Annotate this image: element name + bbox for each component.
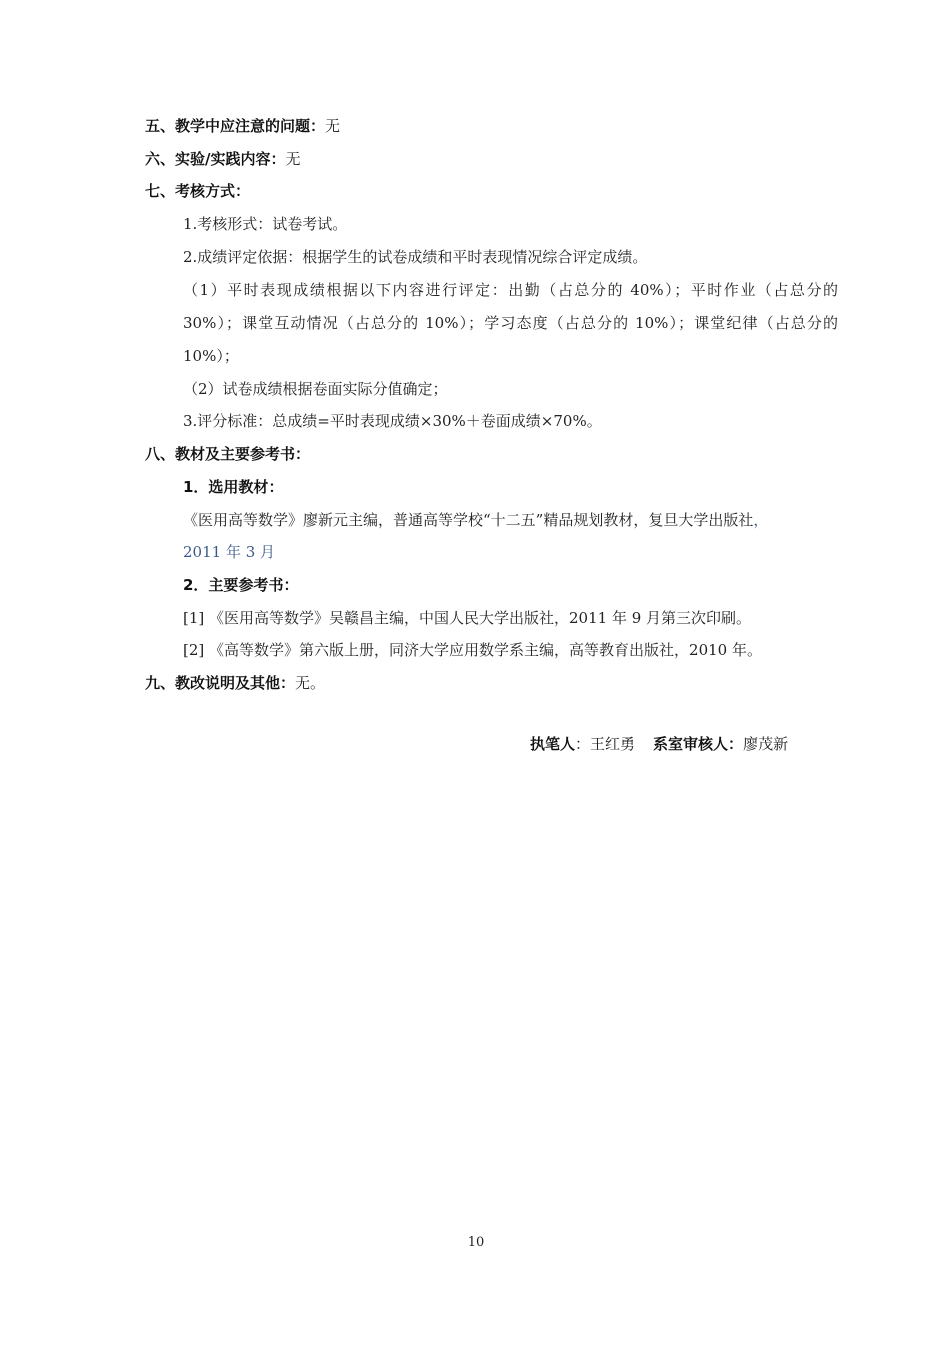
textbook-line-2: 2011 年 3 月 <box>183 543 276 561</box>
section-6-title: 六、实验/实践内容： <box>145 150 286 168</box>
section-6-value: 无 <box>285 150 301 168</box>
exam-score-rule: （2）试卷成绩根据卷面实际分值确定； <box>183 380 448 398</box>
grading-basis: 2.成绩评定依据：根据学生的试卷成绩和平时表现情况综合评定成绩。 <box>183 248 648 266</box>
section-9-value: 无。 <box>295 674 326 692</box>
scoring-standard: 3.评分标准：总成绩=平时表现成绩×30%＋卷面成绩×70%。 <box>183 412 602 430</box>
section-9 <box>145 673 325 693</box>
reviewer-label: 系室审核人： <box>653 735 744 753</box>
usual-performance-line-1: （1）平时表现成绩根据以下内容进行评定：出勤（占总分的 40%）；平时作业（占总分的 <box>183 281 838 299</box>
usual-performance-line-3: 10%）； <box>183 347 239 365</box>
selected-textbook-title: 1．选用教材： <box>183 478 284 496</box>
section-8-title: 八、教材及主要参考书： <box>145 445 311 463</box>
section-5-title: 五、教学中应注意的问题： <box>145 117 326 135</box>
section-7-title: 七、考核方式： <box>145 182 251 200</box>
textbook-text: 《医用高等数学》廖新元主编，普通高等学校“十二五”精品规划教材，复旦大学出版社 <box>183 511 754 529</box>
section-9-title: 九、教改说明及其他： <box>145 674 296 692</box>
section-5 <box>145 116 340 136</box>
reviewer-name: 廖茂新 <box>743 735 789 753</box>
section-5-value: 无 <box>325 117 341 135</box>
textbook-comma: ， <box>753 511 769 529</box>
signature-line <box>530 734 788 754</box>
reference-1: [1] 《医用高等数学》吴赣昌主编，中国人民大学出版社，2011 年 9 月第三次印刷。 <box>183 609 752 627</box>
main-references-title: 2．主要参考书： <box>183 576 299 594</box>
assessment-form: 1.考核形式：试卷考试。 <box>183 215 348 233</box>
usual-performance-line-2: 30%）；课堂互动情况（占总分的 10%）；学习态度（占总分的 10%）；课堂纪律（占总分的 <box>183 314 838 332</box>
writer-separator: ： <box>575 735 591 753</box>
reference-2: [2] 《高等数学》第六版上册，同济大学应用数学系主编，高等教育出版社，2010 年。 <box>183 641 762 659</box>
writer-name: 王红勇 <box>590 735 636 753</box>
textbook-line-1 <box>183 510 768 530</box>
page-number: 10 <box>467 1235 485 1250</box>
section-6 <box>145 149 301 169</box>
writer-label: 执笔人 <box>530 735 576 753</box>
